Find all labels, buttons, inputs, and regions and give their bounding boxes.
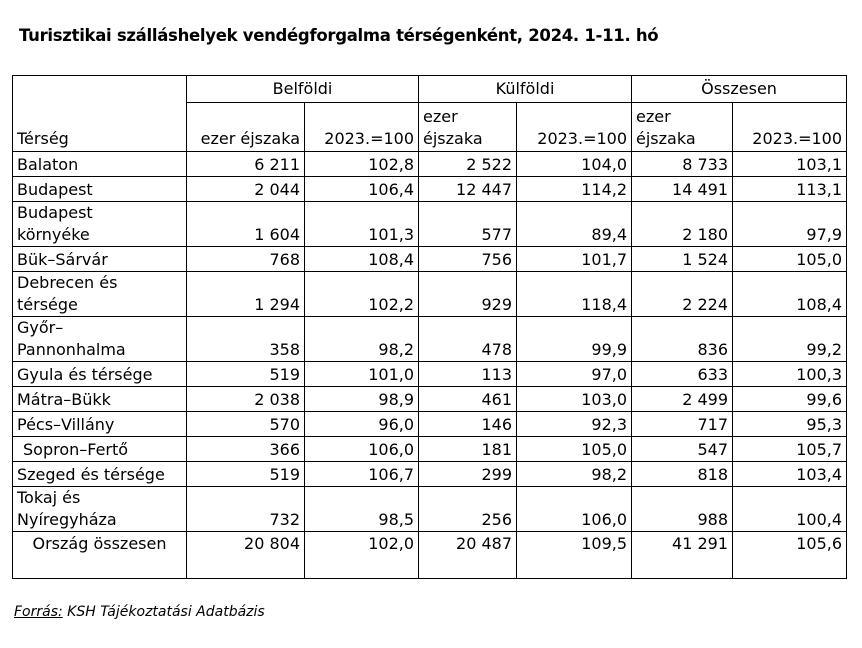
total-index: 113,1 xyxy=(733,177,847,202)
region-name xyxy=(13,487,187,532)
domestic-nights: 768 xyxy=(187,247,305,272)
total-index: 103,1 xyxy=(733,152,847,177)
table-row xyxy=(13,272,847,317)
domestic-index: 101,0 xyxy=(305,362,419,387)
data-table xyxy=(12,75,847,579)
domestic-nights: 2 044 xyxy=(187,177,305,202)
table-row xyxy=(13,487,847,532)
region-name: Balaton xyxy=(13,152,187,177)
total-nights: 2 180 xyxy=(632,202,733,247)
domestic-nights: 358 xyxy=(187,317,305,362)
foreign-nights: 181 xyxy=(419,437,517,462)
region-name xyxy=(13,272,187,317)
table-row xyxy=(13,177,847,202)
table-row xyxy=(13,437,847,462)
total-nights: 633 xyxy=(632,362,733,387)
total-index: 99,6 xyxy=(733,387,847,412)
total-index: 100,3 xyxy=(733,362,847,387)
domestic-index: 102,0 xyxy=(305,532,419,579)
domestic-index: 98,9 xyxy=(305,387,419,412)
region-name-line2: környéke xyxy=(17,225,90,244)
total-nights: 41 291 xyxy=(632,532,733,579)
region-name: Gyula és térsége xyxy=(13,362,187,387)
domestic-nights: 2 038 xyxy=(187,387,305,412)
foreign-index: 106,0 xyxy=(517,487,632,532)
domestic-nights: 1 294 xyxy=(187,272,305,317)
table-row xyxy=(13,412,847,437)
domestic-nights: 519 xyxy=(187,362,305,387)
region-name: Mátra–Bükk xyxy=(13,387,187,412)
domestic-nights: 732 xyxy=(187,487,305,532)
total-nights: 836 xyxy=(632,317,733,362)
foreign-index: 101,7 xyxy=(517,247,632,272)
foreign-index: 98,2 xyxy=(517,462,632,487)
region-name-line1: Budapest xyxy=(17,203,93,222)
domestic-index: 98,5 xyxy=(305,487,419,532)
domestic-index: 106,7 xyxy=(305,462,419,487)
header-total-nights xyxy=(632,103,733,152)
total-index: 95,3 xyxy=(733,412,847,437)
foreign-index: 99,9 xyxy=(517,317,632,362)
domestic-index: 96,0 xyxy=(305,412,419,437)
foreign-index: 105,0 xyxy=(517,437,632,462)
domestic-nights: 519 xyxy=(187,462,305,487)
source-note xyxy=(14,604,265,620)
foreign-nights: 12 447 xyxy=(419,177,517,202)
region-name-line1: Debrecen és xyxy=(17,273,118,292)
foreign-index: 118,4 xyxy=(517,272,632,317)
foreign-index: 104,0 xyxy=(517,152,632,177)
header-group-foreign: Külföldi xyxy=(419,76,632,103)
header-group-domestic: Belföldi xyxy=(187,76,419,103)
header-foreign-nights-line2: éjszaka xyxy=(423,129,483,148)
foreign-nights: 577 xyxy=(419,202,517,247)
region-name-line2: Nyíregyháza xyxy=(17,510,117,529)
total-nights: 717 xyxy=(632,412,733,437)
total-nights: 2 224 xyxy=(632,272,733,317)
foreign-index: 97,0 xyxy=(517,362,632,387)
foreign-nights: 113 xyxy=(419,362,517,387)
header-total-nights-line1: ezer xyxy=(636,107,671,126)
domestic-index: 106,4 xyxy=(305,177,419,202)
total-index: 99,2 xyxy=(733,317,847,362)
source-label: Forrás: xyxy=(14,604,63,620)
table-row xyxy=(13,152,847,177)
total-nights: 988 xyxy=(632,487,733,532)
header-group-total: Összesen xyxy=(632,76,847,103)
header-foreign-nights xyxy=(419,103,517,152)
foreign-index: 103,0 xyxy=(517,387,632,412)
total-index: 97,9 xyxy=(733,202,847,247)
header-foreign-nights-line1: ezer xyxy=(423,107,458,126)
region-name: Budapest xyxy=(13,177,187,202)
foreign-index: 89,4 xyxy=(517,202,632,247)
table-row xyxy=(13,317,847,362)
region-name: Sopron–Fertő xyxy=(13,437,187,462)
total-nights: 14 491 xyxy=(632,177,733,202)
foreign-index: 114,2 xyxy=(517,177,632,202)
header-foreign-index: 2023.=100 xyxy=(517,103,632,152)
header-total-index: 2023.=100 xyxy=(733,103,847,152)
foreign-index: 109,5 xyxy=(517,532,632,579)
total-index: 103,4 xyxy=(733,462,847,487)
table-row xyxy=(13,247,847,272)
domestic-nights: 1 604 xyxy=(187,202,305,247)
foreign-nights: 756 xyxy=(419,247,517,272)
domestic-index: 106,0 xyxy=(305,437,419,462)
region-name: Szeged és térsége xyxy=(13,462,187,487)
foreign-nights: 2 522 xyxy=(419,152,517,177)
header-region-label: Térség xyxy=(17,129,69,148)
total-index: 100,4 xyxy=(733,487,847,532)
domestic-nights: 570 xyxy=(187,412,305,437)
table-row xyxy=(13,362,847,387)
table-row xyxy=(13,202,847,247)
header-row-groups xyxy=(13,76,847,103)
domestic-nights: 6 211 xyxy=(187,152,305,177)
foreign-nights: 461 xyxy=(419,387,517,412)
source-text: KSH Tájékoztatási Adatbázis xyxy=(62,604,265,620)
total-index: 105,6 xyxy=(733,532,847,579)
domestic-index: 98,2 xyxy=(305,317,419,362)
foreign-nights: 478 xyxy=(419,317,517,362)
header-domestic-nights: ezer éjszaka xyxy=(187,103,305,152)
region-name-line1: Győr– xyxy=(17,318,64,337)
foreign-nights: 146 xyxy=(419,412,517,437)
table-row xyxy=(13,387,847,412)
total-nights: 2 499 xyxy=(632,387,733,412)
total-nights: 818 xyxy=(632,462,733,487)
domestic-index: 102,8 xyxy=(305,152,419,177)
domestic-nights: 366 xyxy=(187,437,305,462)
region-name xyxy=(13,317,187,362)
domestic-nights: 20 804 xyxy=(187,532,305,579)
foreign-nights: 20 487 xyxy=(419,532,517,579)
region-name: Bük–Sárvár xyxy=(13,247,187,272)
region-name xyxy=(13,202,187,247)
domestic-index: 102,2 xyxy=(305,272,419,317)
table-row-total xyxy=(13,532,847,579)
domestic-index: 101,3 xyxy=(305,202,419,247)
total-index: 105,7 xyxy=(733,437,847,462)
foreign-nights: 256 xyxy=(419,487,517,532)
region-name-line1: Tokaj és xyxy=(17,488,81,507)
header-total-nights-line2: éjszaka xyxy=(636,129,696,148)
total-nights: 8 733 xyxy=(632,152,733,177)
header-region xyxy=(13,76,187,152)
region-name-line2: Pannonhalma xyxy=(17,340,126,359)
header-domestic-index: 2023.=100 xyxy=(305,103,419,152)
region-name: Pécs–Villány xyxy=(13,412,187,437)
total-index: 108,4 xyxy=(733,272,847,317)
region-name-line2: térsége xyxy=(17,295,78,314)
table-row xyxy=(13,462,847,487)
foreign-nights: 929 xyxy=(419,272,517,317)
table-title: Turisztikai szálláshelyek vendégforgalma térségenként, 2024. 1-11. hó xyxy=(19,26,659,45)
domestic-index: 108,4 xyxy=(305,247,419,272)
total-index: 105,0 xyxy=(733,247,847,272)
foreign-index: 92,3 xyxy=(517,412,632,437)
region-name: Ország összesen xyxy=(13,532,187,579)
total-nights: 1 524 xyxy=(632,247,733,272)
foreign-nights: 299 xyxy=(419,462,517,487)
total-nights: 547 xyxy=(632,437,733,462)
